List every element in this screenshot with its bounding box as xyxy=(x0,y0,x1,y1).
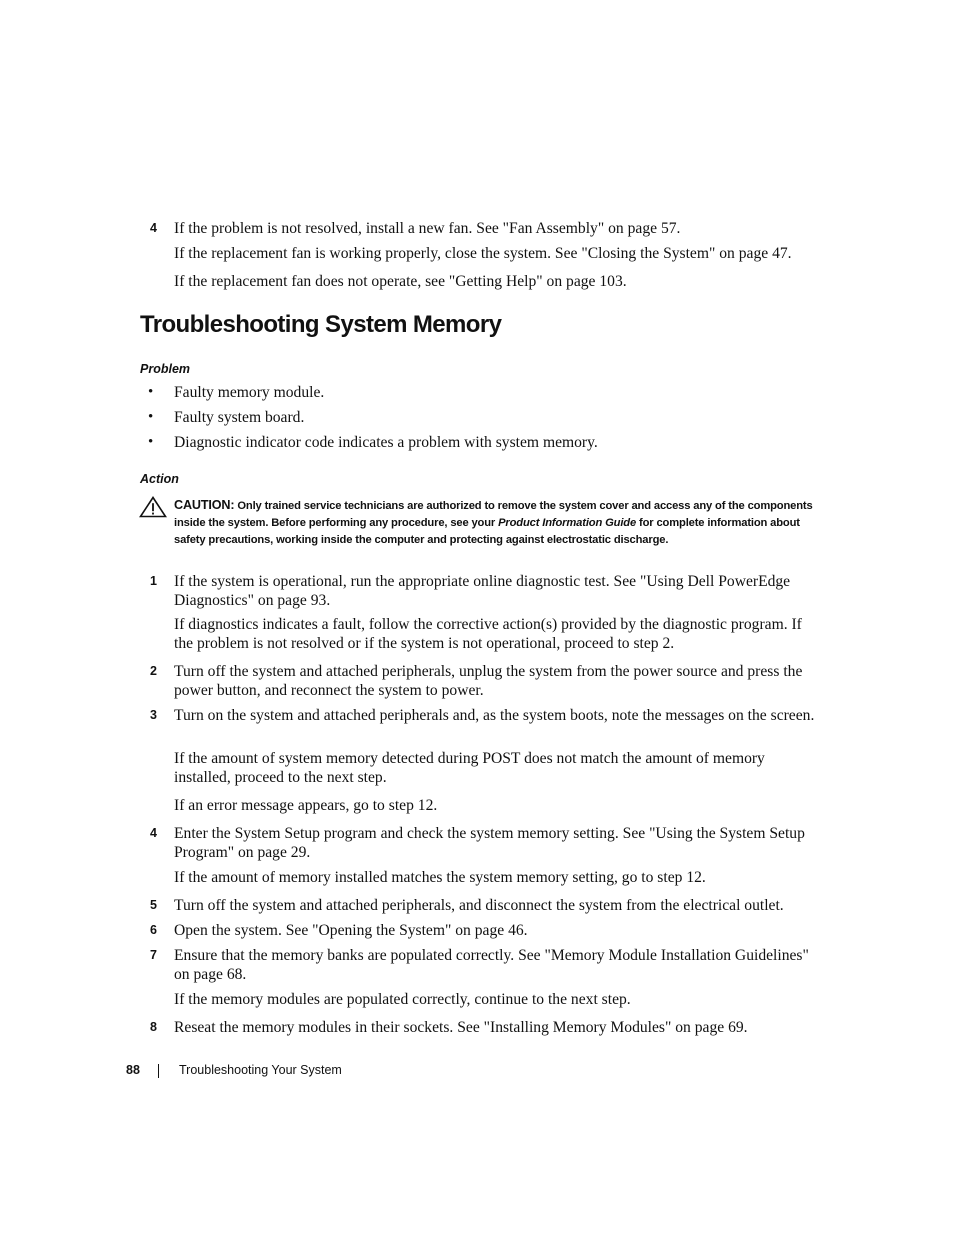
step-paragraph: If the amount of memory installed matches the system memory setting, go to step 12. xyxy=(174,869,706,886)
step-number: 2 xyxy=(150,664,157,678)
step-paragraph: If the amount of system memory detected during POST does not match the amount of memory installed, proceed to the next step. xyxy=(174,750,765,786)
caution-reference: Product Information Guide xyxy=(498,517,637,529)
step-paragraph: If the memory modules are populated correctly, continue to the next step. xyxy=(174,991,631,1008)
bullet-glyph: • xyxy=(148,409,154,425)
caution-note xyxy=(174,497,819,549)
step-text: Open the system. See "Opening the System" on page 46. xyxy=(174,922,528,939)
caution-text: Only trained service technicians are authorized to remove the system cover and access any of the components inside the system. Before performing any procedure, see your xyxy=(174,500,813,529)
step-text: Enter the System Setup program and check the system memory setting. See "Using the System Setup Program" on page 29. xyxy=(174,825,805,861)
bullet-glyph: • xyxy=(148,434,154,450)
problem-item: Diagnostic indicator code indicates a problem with system memory. xyxy=(174,434,598,451)
step-paragraph: If the replacement fan is working properly, close the system. See "Closing the System" on page 47. xyxy=(174,245,792,262)
caution-label: CAUTION: xyxy=(174,498,235,512)
step-number: 4 xyxy=(150,826,157,840)
step-text: Turn off the system and attached peripherals, and disconnect the system from the electrical outlet. xyxy=(174,897,784,914)
bullet-glyph: • xyxy=(148,384,154,400)
step-paragraph: If diagnostics indicates a fault, follow the corrective action(s) provided by the diagnostic program. If the problem is not resolved or if the system is not operational, proceed to step 2. xyxy=(174,616,802,652)
problem-item: Faulty memory module. xyxy=(174,384,325,401)
step-number: 4 xyxy=(150,221,157,235)
chapter-title: Troubleshooting Your System xyxy=(179,1063,342,1077)
step-paragraph: If the replacement fan does not operate, see "Getting Help" on page 103. xyxy=(174,273,627,290)
step-text: Turn on the system and attached peripherals and, as the system boots, note the messages on the screen. xyxy=(174,707,815,724)
caution-text: for complete information about safety precautions, working inside the computer and protecting against electrostatic discharge. xyxy=(174,517,800,546)
section-title: Troubleshooting System Memory xyxy=(140,311,502,338)
step-number: 3 xyxy=(150,708,157,722)
problem-item: Faulty system board. xyxy=(174,409,305,426)
step-text: If the problem is not resolved, install a new fan. See "Fan Assembly" on page 57. xyxy=(174,220,681,237)
warning-triangle-icon xyxy=(139,496,167,518)
step-text: Reseat the memory modules in their sockets. See "Installing Memory Modules" on page 69. xyxy=(174,1019,748,1036)
step-number: 8 xyxy=(150,1020,157,1034)
step-text: Turn off the system and attached peripherals, unplug the system from the power source and press the power button, and reconnect the system to power. xyxy=(174,663,803,699)
step-number: 1 xyxy=(150,574,157,588)
page-number: 88 xyxy=(126,1063,140,1077)
action-heading: Action xyxy=(140,472,179,486)
step-paragraph: If an error message appears, go to step 12. xyxy=(174,797,438,814)
step-text: If the system is operational, run the appropriate online diagnostic test. See "Using Dell PowerEdge Diagnostics" on page 93. xyxy=(174,573,791,609)
footer-divider xyxy=(158,1064,159,1078)
step-text: Ensure that the memory banks are populated correctly. See "Memory Module Installation Guidelines" on page 68. xyxy=(174,947,809,983)
step-number: 5 xyxy=(150,898,157,912)
step-number: 6 xyxy=(150,923,157,937)
problem-heading: Problem xyxy=(140,362,191,376)
step-number: 7 xyxy=(150,948,157,962)
